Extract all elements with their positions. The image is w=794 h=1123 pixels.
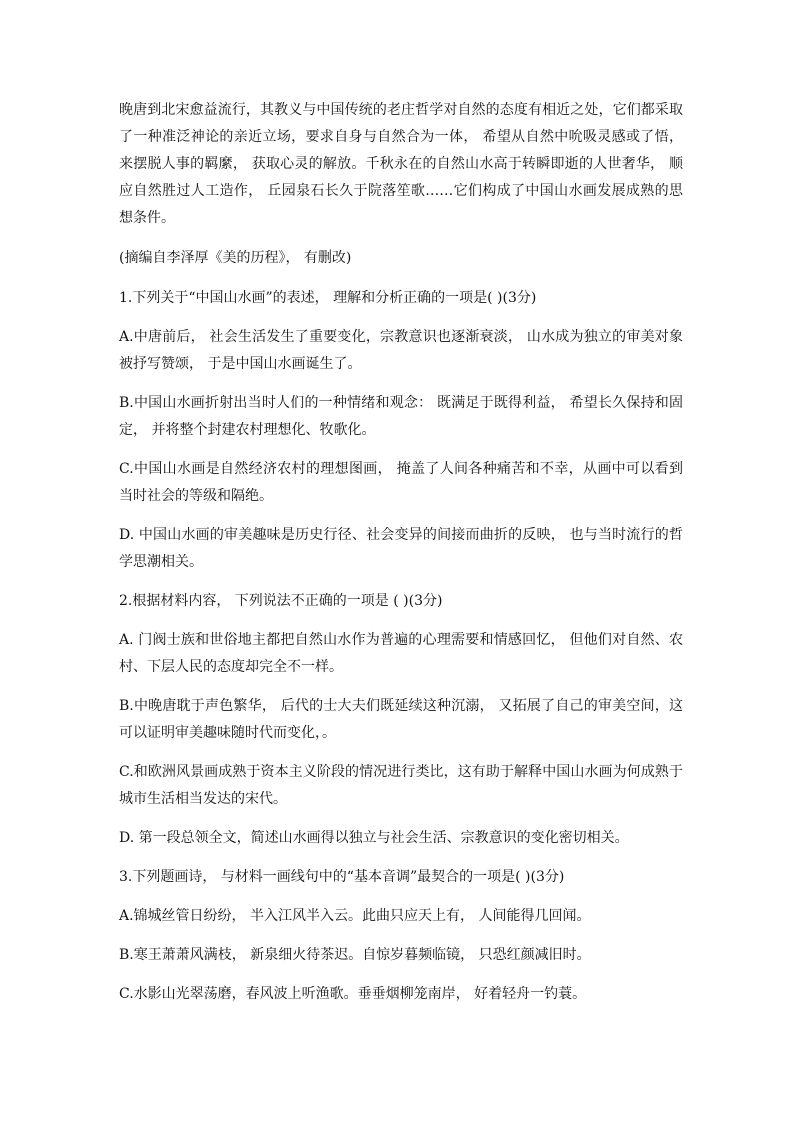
question-3-option-a: A.锦城丝管日纷纷， 半入江风半入云。此曲只应天上有， 人间能得几回闻。 xyxy=(119,908,591,924)
question-2-option-c: C.和欧洲风景画成熟于资本主义阶段的情况进行类比，这有助于解释中国山水画为何成熟于城市生活相当发达的宋代。 xyxy=(119,764,683,807)
question-2-option-d: D. 第一段总领全文，简述山水画得以独立与社会生活、宗教意识的变化密切相关。 xyxy=(119,830,629,846)
question-2-option-a: A. 门阀士族和世俗地主都把自然山水作为普遍的心理需要和情感回忆， 但他们对自然、农村、下层人民的态度却完全不一样。 xyxy=(119,632,683,675)
question-1-stem: 1.下列关于“中国山水画”的表述， 理解和分析正确的一项是( )(3分) xyxy=(119,290,537,306)
question-1-option-a: A.中唐前后， 社会生活发生了重要变化，宗教意识也逐渐衰淡， 山水成为独立的审美对象被抒写赞颂， 于是中国山水画诞生了。 xyxy=(119,329,683,372)
question-1-option-b: B.中国山水画折射出当时人们的一种情绪和观念： 既满足于既得利益， 希望长久保持和固定， 并将整个封建农村理想化、牧歌化。 xyxy=(119,395,683,438)
question-2-option-b: B.中晚唐耽于声色繁华， 后代的士大夫们既延续这种沉溺， 又拓展了自己的审美空间，这可以证明审美趣味随时代而变化，。 xyxy=(119,698,683,741)
question-1-option-c: C.中国山水画是自然经济农村的理想图画， 掩盖了人间各种痛苦和不幸，从画中可以看到当时社会的等级和隔绝。 xyxy=(119,461,683,504)
passage-paragraph: 晚唐到北宋愈益流行，其教义与中国传统的老庄哲学对自然的态度有相近之处，它们都采取了一种准泛神论的亲近立场，要求自身与自然合为一体， 希望从自然中吮吸灵感或了悟，来摆脱人事的羁縻， 获取心灵的解放。千秋永在的自然山水高于转瞬即逝的人世奢华， 顺应自然胜过人工造作， 丘园泉石长久于院落笙歌……它们构成了中国山水画发展成熟的思想条件。 xyxy=(119,102,683,226)
document-body xyxy=(119,97,683,1020)
question-1-option-d: D. 中国山水画的审美趣味是历史行径、社会变异的间接而曲折的反映， 也与当时流行的哲学思潮相关。 xyxy=(119,527,683,570)
question-2-stem: 2.根据材料内容， 下列说法不正确的一项是 ( )(3分) xyxy=(119,593,443,609)
source-note: (摘编自李泽厚《美的历程》， 有删改) xyxy=(119,250,352,266)
question-3-option-c: C.水影山光翠荡磨，春风波上听渔歌。垂垂烟柳笼南岸， 好着轻舟一钓蓑。 xyxy=(119,986,587,1002)
question-3-stem: 3.下列题画诗， 与材料一画线句中的“基本音调”最契合的一项是( )(3分) xyxy=(119,869,565,885)
question-3-option-b: B.寒王萧萧风满枝， 新泉细火待茶迟。自惊岁暮频临镜， 只恐红颜减旧时。 xyxy=(119,947,591,963)
